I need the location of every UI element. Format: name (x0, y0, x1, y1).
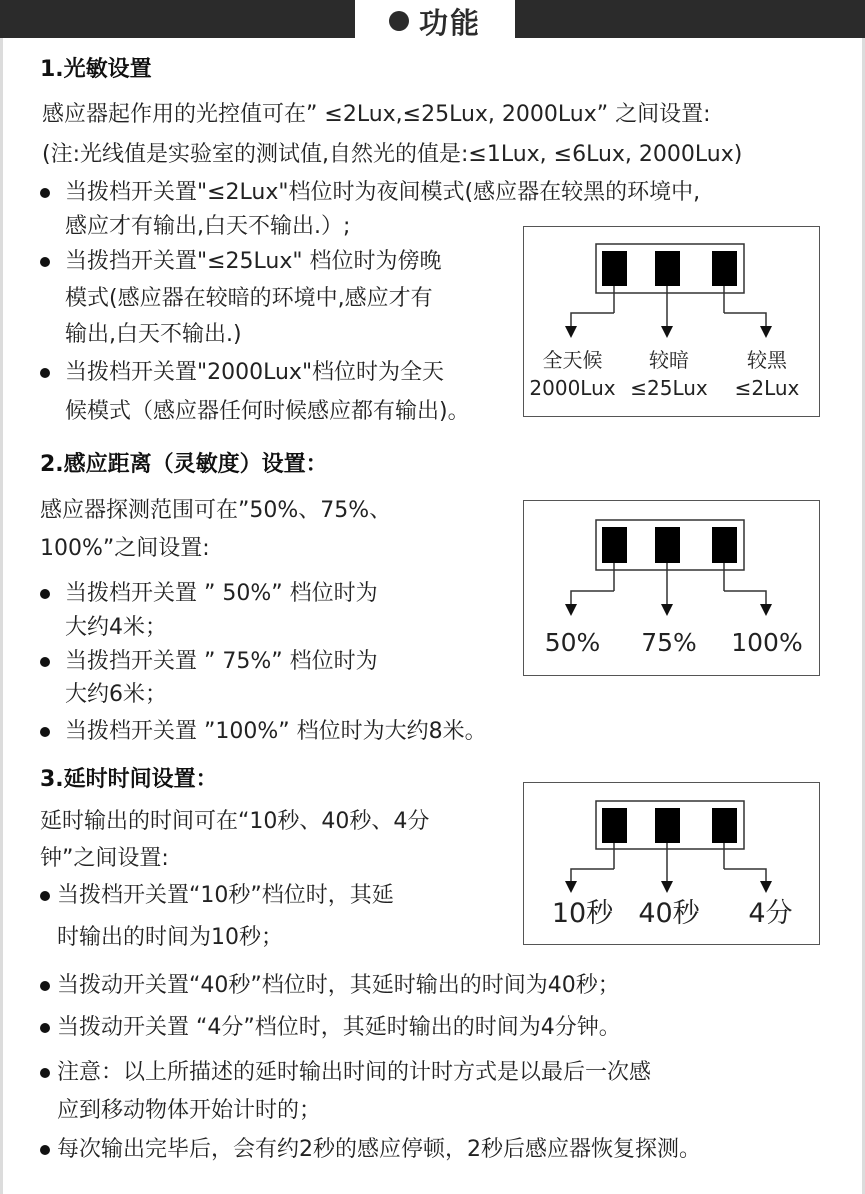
section2-bullet3-line1: 当拨档开关置 ”100%” 档位时为大约8米。 (65, 719, 487, 744)
section3-bullet2: 当拨动开关置“40秒”档位时，其延时输出的时间为40秒； (57, 973, 620, 998)
page-title: 功能 (418, 5, 481, 40)
section1-bullet3-line2: 候模式（感应器任何时候感应都有输出)。 (65, 399, 470, 424)
section2-intro-line2: 100%”之间设置: (40, 536, 210, 561)
light-switch-diagram (523, 226, 820, 417)
section2-bullet1-line1: 当拨档开关置 ” 50%” 档位时为 (65, 581, 378, 606)
bullet-icon (40, 981, 50, 991)
bullet-icon (40, 727, 50, 737)
bullet-icon (40, 1145, 50, 1155)
header-tab (355, 0, 515, 42)
label-40-seconds: 40秒 (638, 898, 700, 929)
label-dim: 较暗 (649, 348, 689, 372)
section1-bullet1-line1: 当拨档开关置"≤2Lux"档位时为夜间模式(感应器在较黑的环境中, (65, 180, 701, 205)
bullet-icon (40, 589, 50, 599)
section2-intro-line1: 感应器探测范围可在”50%、75%、 (40, 498, 392, 523)
section3-bullet1-line1: 当拨档开关置“10秒”档位时，其延 (57, 883, 394, 908)
section3-bullet1-line2: 时输出的时间为10秒； (57, 925, 283, 950)
section2-bullet2-line1: 当拨挡开关置 ” 75%” 档位时为 (65, 649, 378, 674)
section1-bullet2-line1: 当拨挡开关置"≤25Lux" 档位时为傍晚 (65, 249, 442, 274)
section1-bullet2-line3: 输出,白天不输出.) (65, 322, 242, 347)
section1-title: 1.光敏设置 (40, 57, 152, 82)
label-50-percent: 50% (544, 628, 601, 657)
distance-switch-diagram (523, 500, 820, 676)
label-4-minutes: 4分 (748, 898, 793, 929)
section1-intro-line2: (注:光线值是实验室的测试值,自然光的值是:≤1Lux, ≤6Lux, 2000Lux) (42, 142, 743, 167)
section3-bullet5: 每次输出完毕后，会有约2秒的感应停顿，2秒后感应器恢复探测。 (57, 1137, 701, 1162)
bullet-icon (40, 368, 50, 378)
section1-bullet1-line2: 感应才有输出,白天不输出.）; (65, 214, 351, 239)
label-75-percent: 75% (641, 628, 697, 657)
label-25lux: ≤25Lux (630, 376, 708, 400)
bullet-icon (40, 257, 50, 267)
bullet-icon (40, 891, 50, 901)
section3-bullet3: 当拨动开关置 “4分”档位时，其延时输出的时间为4分钟。 (57, 1015, 621, 1040)
bullet-icon (40, 657, 50, 667)
section2-bullet1-line2: 大约4米； (65, 615, 167, 640)
label-10-seconds: 10秒 (551, 898, 614, 929)
label-dark: 较黑 (747, 348, 787, 372)
section3-note-line1: 注意：以上所描述的延时输出时间的计时方式是以最后一次感 (57, 1060, 652, 1085)
label-2000lux: 2000Lux (529, 376, 616, 400)
section3-note-line2: 应到移动物体开始计时的； (57, 1098, 322, 1123)
bullet-icon (40, 1023, 50, 1033)
label-2lux: ≤2Lux (734, 376, 800, 400)
section1-bullet3-line1: 当拨档开关置"2000Lux"档位时为全天 (65, 360, 445, 385)
bullet-dot-icon (389, 11, 409, 31)
bullet-icon (40, 1068, 50, 1078)
section3-title: 3.延时时间设置： (40, 767, 218, 792)
section3-intro-line1: 延时输出的时间可在“10秒、40秒、4分 (40, 809, 430, 834)
label-all-day: 全天候 (542, 348, 603, 372)
section1-bullet2-line2: 模式(感应器在较暗的环境中,感应才有 (65, 286, 433, 311)
bullet-icon (40, 188, 50, 198)
section1-intro-line1: 感应器起作用的光控值可在” ≤2Lux,≤25Lux, 2000Lux” 之间设置: (42, 102, 711, 127)
label-100-percent: 100% (731, 628, 803, 657)
left-border (0, 38, 3, 1194)
section3-intro-line2: 钟”之间设置: (40, 846, 169, 871)
section2-title: 2.感应距离（灵敏度）设置： (40, 452, 328, 477)
section2-bullet2-line2: 大约6米； (65, 682, 167, 707)
delay-switch-diagram (523, 782, 820, 945)
